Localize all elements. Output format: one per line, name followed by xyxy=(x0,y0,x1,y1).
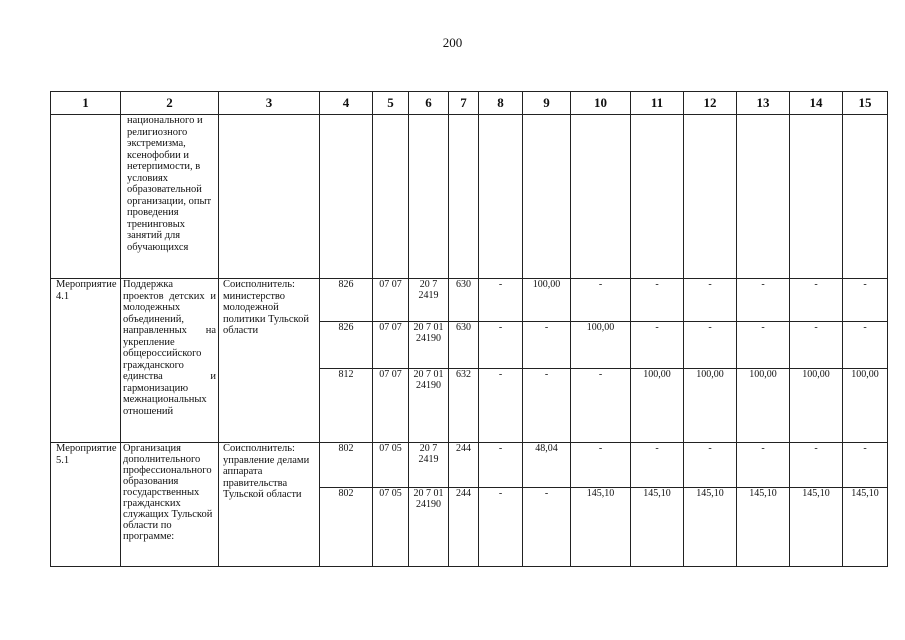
cell-c5: 07 07 xyxy=(373,369,409,443)
cell-c9: - xyxy=(523,322,571,369)
measure-executor: Соисполнитель: министерство молодежной политики Тульской области xyxy=(219,279,320,443)
cell-c8: - xyxy=(479,488,523,567)
cell-c9: - xyxy=(523,488,571,567)
cell-c7: 630 xyxy=(449,322,479,369)
measure-description: Поддержка проектов детских и молодежных объединений, направленных на укрепление общероссийского гражданского единства и гармонизацию межнациональных отношений xyxy=(121,279,219,443)
cell-c12: - xyxy=(684,279,737,322)
cell-c13: 145,10 xyxy=(737,488,790,567)
cell-c11: - xyxy=(631,279,684,322)
column-header: 14 xyxy=(790,92,843,115)
continuation-description: национального и религиозного экстремизма, ксенофобии и нетерпимости, в условиях образовательной организации, опыт проведения тренинговых занятий для обучающихся xyxy=(121,115,219,279)
cell-c8: - xyxy=(479,443,523,488)
cell-c10: 145,10 xyxy=(571,488,631,567)
cell-c12: - xyxy=(684,322,737,369)
cell-c8: - xyxy=(479,322,523,369)
cell-c14: - xyxy=(790,279,843,322)
cell-c11: - xyxy=(631,322,684,369)
cell-c12: - xyxy=(684,443,737,488)
cell-c7: 632 xyxy=(449,369,479,443)
cell-c14: - xyxy=(790,443,843,488)
cell-c12: 145,10 xyxy=(684,488,737,567)
empty-cell xyxy=(219,115,320,279)
cell-c4: 812 xyxy=(320,369,373,443)
continuation-row xyxy=(51,115,888,279)
column-header: 1 xyxy=(51,92,121,115)
cell-c10: - xyxy=(571,369,631,443)
measure-label: Мероприятие 4.1 xyxy=(51,279,121,443)
column-header: 4 xyxy=(320,92,373,115)
cell-c6: 20 7 01 24190 xyxy=(409,369,449,443)
cell-c14: - xyxy=(790,322,843,369)
cell-c6: 20 7 01 24190 xyxy=(409,322,449,369)
cell-c14: 145,10 xyxy=(790,488,843,567)
cell-c5: 07 05 xyxy=(373,488,409,567)
column-header: 5 xyxy=(373,92,409,115)
cell-c4: 826 xyxy=(320,322,373,369)
header-row xyxy=(51,92,888,115)
cell-c10: - xyxy=(571,443,631,488)
cell-c11: - xyxy=(631,443,684,488)
cell-c15: 145,10 xyxy=(843,488,888,567)
cell-c4: 802 xyxy=(320,488,373,567)
table-row xyxy=(51,279,888,322)
measure-label: Мероприятие 5.1 xyxy=(51,443,121,567)
cell-c7: 244 xyxy=(449,443,479,488)
cell-c9: - xyxy=(523,369,571,443)
cell-c15: - xyxy=(843,322,888,369)
cell-c6: 20 7 2419 xyxy=(409,443,449,488)
column-header: 2 xyxy=(121,92,219,115)
cell-c8: - xyxy=(479,279,523,322)
cell-c13: 100,00 xyxy=(737,369,790,443)
cell-c13: - xyxy=(737,443,790,488)
budget-table xyxy=(50,91,888,567)
cell-c7: 244 xyxy=(449,488,479,567)
cell-c4: 826 xyxy=(320,279,373,322)
cell-c12: 100,00 xyxy=(684,369,737,443)
cell-c5: 07 07 xyxy=(373,279,409,322)
column-header: 3 xyxy=(219,92,320,115)
cell-c10: - xyxy=(571,279,631,322)
column-header: 10 xyxy=(571,92,631,115)
cell-c9: 100,00 xyxy=(523,279,571,322)
measure-description: Организация дополнительного профессионального образования государственных гражданских служащих Тульской области по программе: xyxy=(121,443,219,567)
cell-c4: 802 xyxy=(320,443,373,488)
column-header: 8 xyxy=(479,92,523,115)
cell-c15: - xyxy=(843,279,888,322)
cell-c6: 20 7 01 24190 xyxy=(409,488,449,567)
cell-c14: 100,00 xyxy=(790,369,843,443)
cell-c11: 145,10 xyxy=(631,488,684,567)
column-header: 11 xyxy=(631,92,684,115)
cell-c5: 07 07 xyxy=(373,322,409,369)
column-header: 12 xyxy=(684,92,737,115)
column-header: 7 xyxy=(449,92,479,115)
cell-c11: 100,00 xyxy=(631,369,684,443)
cell-c13: - xyxy=(737,279,790,322)
cell-c13: - xyxy=(737,322,790,369)
column-header: 9 xyxy=(523,92,571,115)
cell-c15: - xyxy=(843,443,888,488)
cell-c8: - xyxy=(479,369,523,443)
cell-c6: 20 7 2419 xyxy=(409,279,449,322)
cell-c15: 100,00 xyxy=(843,369,888,443)
cell-c10: 100,00 xyxy=(571,322,631,369)
column-header: 15 xyxy=(843,92,888,115)
measure-executor: Соисполнитель: управление делами аппарата правительства Тульской области xyxy=(219,443,320,567)
cell-c7: 630 xyxy=(449,279,479,322)
table-row xyxy=(51,443,888,488)
page-number: 200 xyxy=(442,35,463,50)
column-header: 6 xyxy=(409,92,449,115)
column-header: 13 xyxy=(737,92,790,115)
cell-c5: 07 05 xyxy=(373,443,409,488)
cell-c9: 48,04 xyxy=(523,443,571,488)
empty-cell xyxy=(51,115,121,279)
